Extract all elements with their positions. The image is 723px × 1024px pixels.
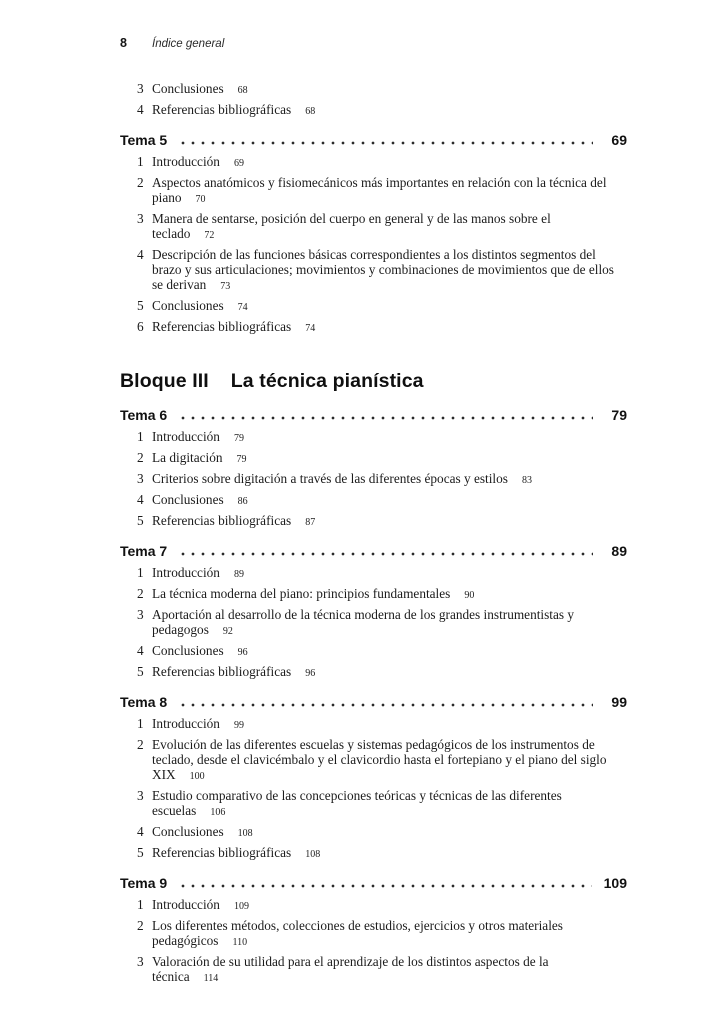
- item-text: Estudio comparativo de las concepciones teóricas y técnicas de las diferentes: [152, 788, 562, 803]
- toc-item: [120, 716, 630, 733]
- item-text: piano: [152, 190, 182, 205]
- item-page-number: 83: [521, 475, 532, 486]
- toc-item-line: [120, 81, 630, 98]
- dot-leader: [176, 415, 593, 421]
- page-number: 8: [120, 36, 127, 50]
- toc-item: [120, 450, 630, 467]
- item-text: Referencias bibliográficas: [152, 845, 292, 860]
- toc-item-line: [120, 954, 630, 969]
- tema-heading: [120, 874, 627, 893]
- item-number: 3: [137, 471, 144, 486]
- item-text: Introducción: [152, 154, 220, 169]
- item-text: Introducción: [152, 429, 220, 444]
- toc-item: [120, 247, 630, 294]
- item-text: pedagógicos: [152, 933, 219, 948]
- item-page-number: 86: [237, 496, 248, 507]
- item-number: 4: [137, 102, 144, 117]
- item-text: Descripción de las funciones básicas correspondientes a los distintos segmentos del: [152, 247, 596, 262]
- toc: [120, 81, 630, 986]
- item-text: Manera de sentarse, posición del cuerpo en general y de las manos sobre el: [152, 211, 551, 226]
- item-page-number: 100: [189, 771, 205, 782]
- tema-page-number: 79: [611, 407, 627, 423]
- item-number: 3: [137, 607, 144, 622]
- tema-heading: [120, 131, 627, 150]
- tema-page-number: 89: [611, 543, 627, 559]
- toc-item-line: [120, 643, 630, 660]
- item-number: 3: [137, 954, 144, 969]
- toc-item: [120, 643, 630, 660]
- item-text: teclado, desde el clavicémbalo y el clavicordio hasta el fortepiano y el piano del siglo: [152, 752, 607, 767]
- toc-item-line: [120, 918, 630, 933]
- tema-label: Tema 8: [120, 694, 168, 710]
- toc-item-line: [120, 788, 630, 803]
- toc-item-line: [120, 716, 630, 733]
- toc-item-line: [120, 102, 630, 119]
- toc-item: [120, 845, 630, 862]
- toc-item: [120, 607, 630, 639]
- dot-leader: [176, 140, 593, 146]
- item-page-number: 69: [233, 158, 244, 169]
- toc-item-line: [120, 622, 630, 639]
- item-number: 6: [137, 319, 144, 334]
- toc-item: [120, 175, 630, 207]
- item-text: técnica: [152, 969, 190, 984]
- item-page-number: 99: [233, 720, 244, 731]
- item-text: Referencias bibliográficas: [152, 513, 292, 528]
- item-text: Referencias bibliográficas: [152, 102, 292, 117]
- toc-item-line: [120, 607, 630, 622]
- item-page-number: 96: [237, 647, 248, 658]
- toc-item-line: [120, 767, 630, 784]
- toc-item-line: [120, 492, 630, 509]
- item-number: 3: [137, 211, 144, 226]
- item-page-number: 108: [237, 828, 253, 839]
- toc-item: [120, 102, 630, 119]
- toc-item-line: [120, 565, 630, 582]
- item-text: Valoración de su utilidad para el aprendizaje de los distintos aspectos de la: [152, 954, 549, 969]
- toc-item: [120, 429, 630, 446]
- item-number: 3: [137, 81, 144, 96]
- toc-item-line: [120, 262, 630, 277]
- item-page-number: 87: [305, 517, 316, 528]
- tema-label: Tema 7: [120, 543, 168, 559]
- item-page-number: 90: [464, 590, 475, 601]
- item-text: brazo y sus articulaciones; movimientos y combinaciones de movimientos que de ellos: [152, 262, 614, 277]
- item-text: se derivan: [152, 277, 207, 292]
- item-number: 2: [137, 586, 144, 601]
- item-text: La digitación: [152, 450, 223, 465]
- running-title: Índice general: [152, 38, 225, 50]
- toc-item: [120, 513, 630, 530]
- dot-leader: [176, 883, 591, 889]
- item-number: 4: [137, 643, 144, 658]
- item-page-number: 68: [305, 106, 316, 117]
- toc-item-line: [120, 845, 630, 862]
- toc-item-line: [120, 211, 630, 226]
- toc-item-line: [120, 319, 630, 336]
- toc-item: [120, 737, 630, 784]
- toc-item-line: [120, 897, 630, 914]
- item-text: Los diferentes métodos, colecciones de estudios, ejercicios y otros materiales: [152, 918, 563, 933]
- tema-page-number: 109: [603, 875, 627, 891]
- item-text: pedagogos: [152, 622, 209, 637]
- item-text: La técnica moderna del piano: principios fundamentales: [152, 586, 451, 601]
- tema-label: Tema 5: [120, 132, 168, 148]
- tema-heading: [120, 693, 627, 712]
- item-number: 1: [137, 897, 144, 912]
- item-number: 2: [137, 450, 144, 465]
- item-page-number: 72: [204, 230, 215, 241]
- item-page-number: 109: [233, 901, 249, 912]
- toc-item-line: [120, 803, 630, 820]
- item-text: Introducción: [152, 897, 220, 912]
- toc-item: [120, 154, 630, 171]
- item-text: Evolución de las diferentes escuelas y sistemas pedagógicos de los instrumentos de: [152, 737, 595, 752]
- toc-item-line: [120, 737, 630, 752]
- dot-leader: [176, 551, 593, 557]
- toc-item: [120, 788, 630, 820]
- tema-page-number: 69: [611, 132, 627, 148]
- item-text: Aspectos anatómicos y fisiomecánicos más importantes en relación con la técnica del: [152, 175, 607, 190]
- item-text: XIX: [152, 767, 176, 782]
- item-text: Conclusiones: [152, 298, 224, 313]
- item-page-number: 68: [237, 85, 248, 96]
- tema-heading: [120, 406, 627, 425]
- item-text: Introducción: [152, 716, 220, 731]
- toc-item-line: [120, 471, 630, 488]
- item-page-number: 79: [233, 433, 244, 444]
- item-number: 5: [137, 845, 144, 860]
- item-number: 5: [137, 298, 144, 313]
- item-text: Conclusiones: [152, 643, 224, 658]
- item-number: 4: [137, 247, 144, 262]
- item-page-number: 108: [305, 849, 321, 860]
- toc-item: [120, 664, 630, 681]
- toc-item-line: [120, 969, 630, 986]
- toc-item-line: [120, 175, 630, 190]
- item-text: Conclusiones: [152, 824, 224, 839]
- toc-item-line: [120, 226, 630, 243]
- toc-item: [120, 918, 630, 950]
- tema-label: Tema 6: [120, 407, 168, 423]
- item-text: Referencias bibliográficas: [152, 664, 292, 679]
- item-number: 1: [137, 429, 144, 444]
- item-page-number: 92: [222, 626, 233, 637]
- toc-item-line: [120, 298, 630, 315]
- toc-item-line: [120, 154, 630, 171]
- item-text: Conclusiones: [152, 81, 224, 96]
- toc-item-line: [120, 513, 630, 530]
- item-number: 3: [137, 788, 144, 803]
- item-page-number: 96: [305, 668, 316, 679]
- toc-item-line: [120, 277, 630, 294]
- item-text: Referencias bibliográficas: [152, 319, 292, 334]
- item-page-number: 89: [233, 569, 244, 580]
- toc-item: [120, 824, 630, 841]
- toc-item: [120, 81, 630, 98]
- item-page-number: 114: [203, 973, 219, 984]
- toc-item-line: [120, 824, 630, 841]
- toc-item: [120, 897, 630, 914]
- tema-page-number: 99: [611, 694, 627, 710]
- item-page-number: 73: [220, 281, 231, 292]
- toc-item: [120, 298, 630, 315]
- item-page-number: 79: [236, 454, 247, 465]
- toc-item-line: [120, 190, 630, 207]
- toc-item: [120, 954, 630, 986]
- item-number: 2: [137, 918, 144, 933]
- toc-item: [120, 492, 630, 509]
- item-text: teclado: [152, 226, 191, 241]
- dot-leader: [176, 702, 593, 708]
- item-number: 5: [137, 513, 144, 528]
- toc-item: [120, 471, 630, 488]
- item-number: 2: [137, 175, 144, 190]
- toc-item: [120, 319, 630, 336]
- toc-item-line: [120, 429, 630, 446]
- item-number: 1: [137, 716, 144, 731]
- item-text: Aportación al desarrollo de la técnica moderna de los grandes instrumentistas y: [152, 607, 575, 622]
- item-number: 2: [137, 737, 144, 752]
- item-number: 5: [137, 664, 144, 679]
- running-header: [120, 36, 723, 50]
- item-text: Introducción: [152, 565, 220, 580]
- item-page-number: 74: [237, 302, 248, 313]
- tema-heading: [120, 542, 627, 561]
- toc-item: [120, 211, 630, 243]
- item-page-number: 74: [305, 323, 316, 334]
- item-page-number: 110: [232, 937, 248, 948]
- item-text: Criterios sobre digitación a través de las diferentes épocas y estilos: [152, 471, 508, 486]
- item-number: 4: [137, 824, 144, 839]
- toc-item-line: [120, 586, 630, 603]
- toc-item-line: [120, 752, 630, 767]
- item-number: 1: [137, 154, 144, 169]
- toc-item: [120, 586, 630, 603]
- item-number: 1: [137, 565, 144, 580]
- item-text: escuelas: [152, 803, 197, 818]
- toc-item-line: [120, 247, 630, 262]
- item-number: 4: [137, 492, 144, 507]
- bloque-label: Bloque III: [120, 370, 209, 392]
- toc-item-line: [120, 450, 630, 467]
- item-page-number: 106: [210, 807, 226, 818]
- toc-item: [120, 565, 630, 582]
- bloque-title: La técnica pianística: [230, 370, 424, 392]
- tema-label: Tema 9: [120, 875, 168, 891]
- item-page-number: 70: [195, 194, 206, 205]
- toc-item-line: [120, 933, 630, 950]
- toc-item-line: [120, 664, 630, 681]
- item-text: Conclusiones: [152, 492, 224, 507]
- bloque-heading: [120, 368, 630, 394]
